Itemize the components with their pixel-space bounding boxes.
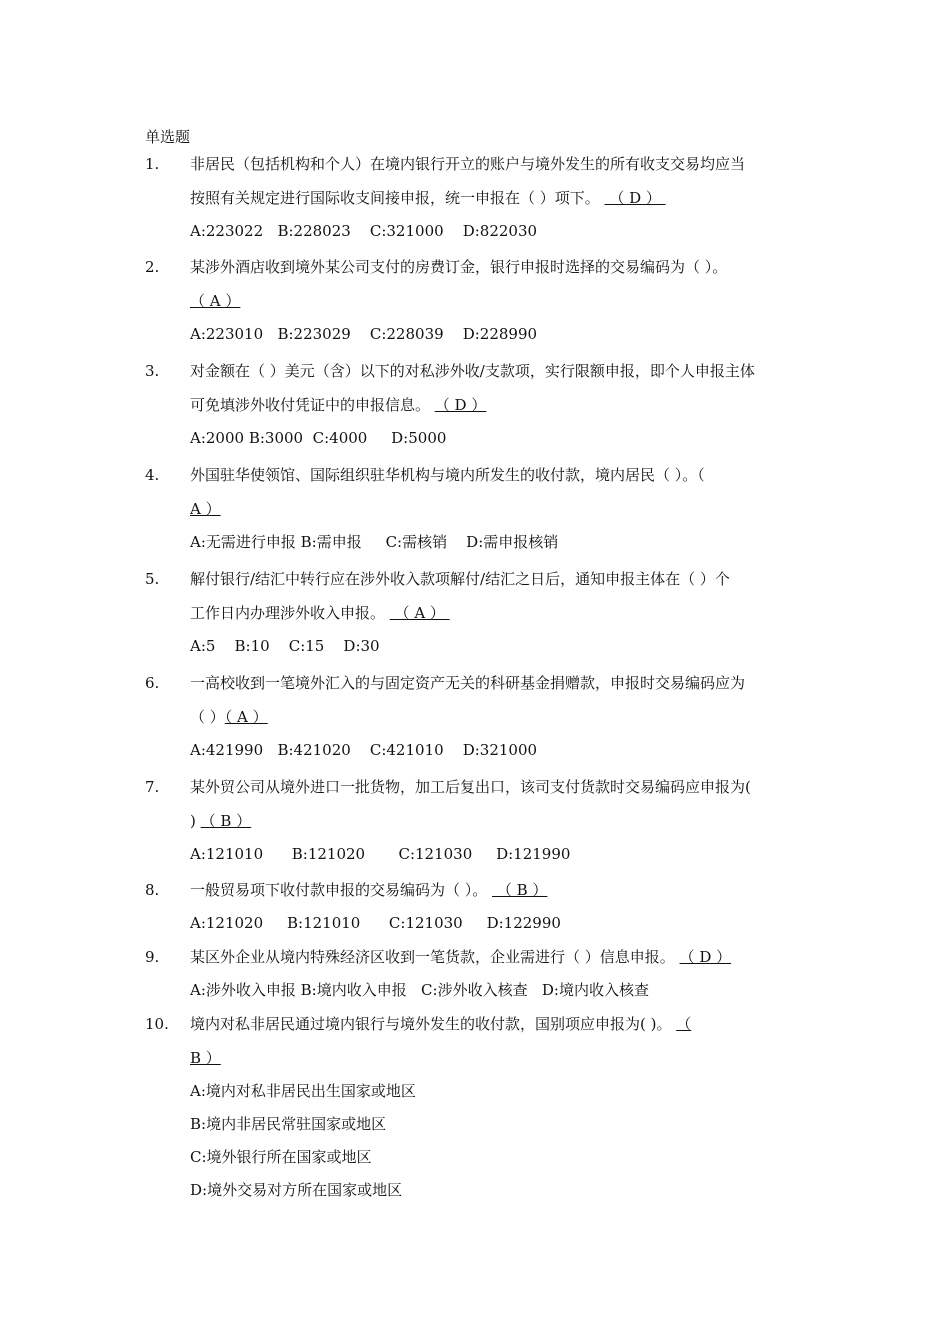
question-number: 9. bbox=[145, 948, 160, 966]
question-number: 3. bbox=[145, 362, 160, 380]
question-8 bbox=[145, 873, 825, 940]
answer: （ D ） bbox=[434, 396, 487, 414]
answer: （ D ） bbox=[679, 948, 732, 966]
question-9 bbox=[145, 940, 825, 1007]
answer: （ B ） bbox=[492, 881, 548, 899]
question-text: 某外贸公司从境外进口一批货物，加工后复出口，该司支付货款时交易编码应申报为( bbox=[190, 778, 751, 796]
options: A:2000 B:3000 C:4000 D:5000 bbox=[190, 429, 447, 447]
answer: （ A ） bbox=[190, 292, 241, 310]
question-number: 8. bbox=[145, 881, 160, 899]
question-5 bbox=[145, 562, 825, 663]
question-text: 某区外企业从境内特殊经济区收到一笔货款，企业需进行（ ）信息申报。 bbox=[190, 948, 680, 966]
option-c: C:境外银行所在国家或地区 bbox=[190, 1148, 372, 1166]
options: A:无需进行申报 B:需申报 C:需核销 D:需申报核销 bbox=[190, 533, 559, 551]
question-text: ) bbox=[190, 812, 201, 830]
question-number: 5. bbox=[145, 570, 160, 588]
question-number: 6. bbox=[145, 674, 160, 692]
question-7 bbox=[145, 770, 825, 871]
question-3 bbox=[145, 354, 825, 455]
options: A:121020 B:121010 C:121030 D:122990 bbox=[190, 914, 561, 932]
answer-open: （ bbox=[676, 1015, 692, 1033]
answer: （ A ） bbox=[224, 708, 268, 726]
question-text: 解付银行/结汇中转行应在涉外收入款项解付/结汇之日后，通知申报主体在（ ）个 bbox=[190, 570, 730, 588]
options: A:涉外收入申报 B:境内收入申报 C:涉外收入核查 D:境内收入核查 bbox=[190, 981, 649, 999]
question-number: 1. bbox=[145, 155, 160, 173]
option-d: D:境外交易对方所在国家或地区 bbox=[190, 1181, 403, 1199]
options: A:421990 B:421020 C:421010 D:321000 bbox=[190, 741, 538, 759]
answer: （ A ） bbox=[389, 604, 450, 622]
option-a: A:境内对私非居民出生国家或地区 bbox=[190, 1082, 416, 1100]
question-1 bbox=[145, 147, 825, 248]
question-number: 2. bbox=[145, 258, 160, 276]
question-text: 按照有关规定进行国际收支间接申报，统一申报在（ ）项下。 bbox=[190, 189, 605, 207]
options: A:5 B:10 C:15 D:30 bbox=[190, 637, 380, 655]
question-2 bbox=[145, 250, 825, 351]
question-text: 一般贸易项下收付款申报的交易编码为（ ）。 bbox=[190, 881, 493, 899]
question-text: 境内对私非居民通过境内银行与境外发生的收付款，国别项应申报为( )。 bbox=[190, 1015, 677, 1033]
question-number: 7. bbox=[145, 778, 160, 796]
question-6 bbox=[145, 666, 825, 767]
answer: （ B ） bbox=[200, 812, 252, 830]
question-10 bbox=[145, 1007, 825, 1207]
question-text: 工作日内办理涉外收入申报。 bbox=[190, 604, 390, 622]
question-text: 某涉外酒店收到境外某公司支付的房费订金，银行申报时选择的交易编码为（ ）。 bbox=[190, 258, 728, 276]
question-text: 对金额在（ ）美元（含）以下的对私涉外收/支款项，实行限额申报，即个人申报主体 bbox=[190, 362, 755, 380]
options: A:223022 B:228023 C:321000 D:822030 bbox=[190, 222, 538, 240]
section-title: 单选题 bbox=[145, 128, 191, 146]
question-number: 4. bbox=[145, 466, 160, 484]
question-text: 一高校收到一笔境外汇入的与固定资产无关的科研基金捐赠款，申报时交易编码应为 bbox=[190, 674, 746, 692]
question-number: 10. bbox=[145, 1015, 169, 1033]
question-text: 非居民（包括机构和个人）在境内银行开立的账户与境外发生的所有收支交易均应当 bbox=[190, 155, 746, 173]
answer: A ） bbox=[190, 500, 221, 518]
options: A:121010 B:121020 C:121030 D:121990 bbox=[190, 845, 571, 863]
question-text: 外国驻华使领馆、国际组织驻华机构与境内所发生的收付款，境内居民（ ）。（ bbox=[190, 466, 705, 484]
question-text: （ ） bbox=[190, 708, 225, 726]
question-4 bbox=[145, 458, 825, 559]
question-text: 可免填涉外收付凭证中的申报信息。 bbox=[190, 396, 435, 414]
option-b: B:境内非居民常驻国家或地区 bbox=[190, 1115, 387, 1133]
answer: （ D ） bbox=[604, 189, 666, 207]
options: A:223010 B:223029 C:228039 D:228990 bbox=[190, 325, 538, 343]
answer: B ） bbox=[190, 1049, 221, 1067]
